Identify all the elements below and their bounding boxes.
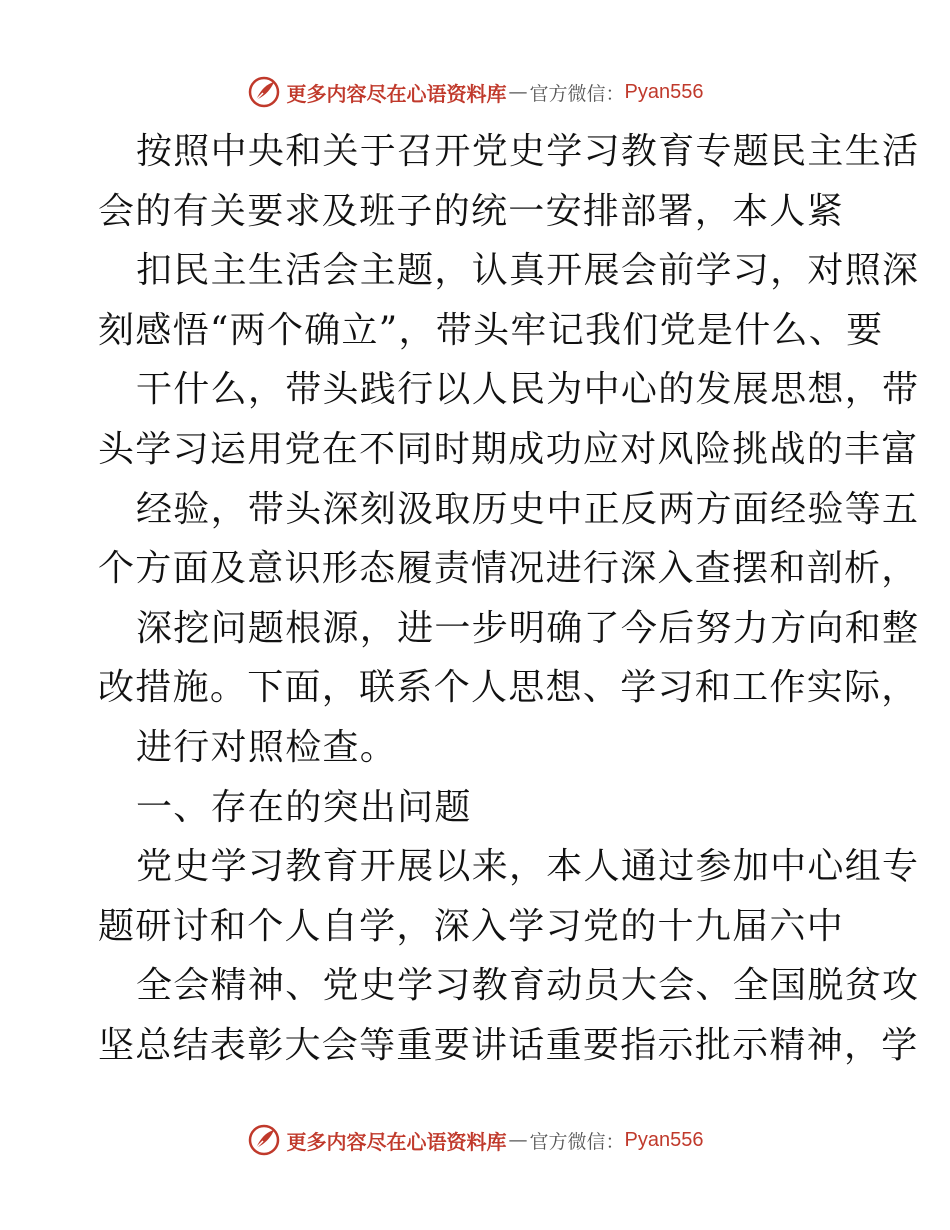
text-line: 个方面及意识形态履责情况进行深入查摆和剖析， xyxy=(98,548,919,590)
watermark-brand-text: 更多内容尽在心语资料库 xyxy=(286,81,507,106)
feather-quill-icon xyxy=(247,75,281,109)
watermark-dash: — xyxy=(508,81,528,103)
text-line: 刻感悟“两个确立”，带头牢记我们党是什么、要 xyxy=(98,309,884,351)
text-line: 全会精神、党史学习教育动员大会、全国脱贫攻 xyxy=(136,965,920,1007)
text-line: 干什么，带头践行以人民为中心的发展思想，带 xyxy=(136,369,920,411)
text-line: 党史学习教育开展以来，本人通过参加中心组专 xyxy=(136,846,920,888)
text-line: 题研讨和个人自学，深入学习党的十九届六中 xyxy=(98,905,845,947)
document-body xyxy=(98,122,920,1076)
text-line: 进行对照检查。 xyxy=(136,726,398,768)
text-line: 改措施。下面，联系个人思想、学习和工作实际， xyxy=(98,667,919,709)
watermark-official-text: 官方微信： xyxy=(529,82,625,105)
text-line: 经验，带头深刻汲取历史中正反两方面经验等五 xyxy=(136,488,920,530)
section-heading: 一、存在的突出问题 xyxy=(136,786,472,828)
text-line: 深挖问题根源，进一步明确了今后努力方向和整 xyxy=(136,607,920,649)
text-line: 按照中央和关于召开党史学习教育专题民主生活 xyxy=(136,131,920,172)
text-line: 会的有关要求及班子的统一安排部署，本人紧 xyxy=(98,190,845,232)
feather-quill-icon xyxy=(247,1123,281,1157)
footer-watermark xyxy=(0,1122,950,1158)
text-line: 头学习运用党在不同时期成功应对风险挑战的丰富 xyxy=(98,428,919,470)
watermark-dash: — xyxy=(508,1129,528,1151)
watermark-wechat-id: Pyan556 xyxy=(624,1128,704,1151)
text-line: 坚总结表彰大会等重要讲话重要指示批示精神，学 xyxy=(98,1024,919,1066)
watermark-brand-text: 更多内容尽在心语资料库 xyxy=(286,1129,507,1154)
watermark-wechat-id: Pyan556 xyxy=(624,80,704,103)
text-line: 扣民主生活会主题，认真开展会前学习，对照深 xyxy=(136,250,920,292)
header-watermark xyxy=(0,74,950,110)
watermark-official-text: 官方微信： xyxy=(529,1130,625,1153)
